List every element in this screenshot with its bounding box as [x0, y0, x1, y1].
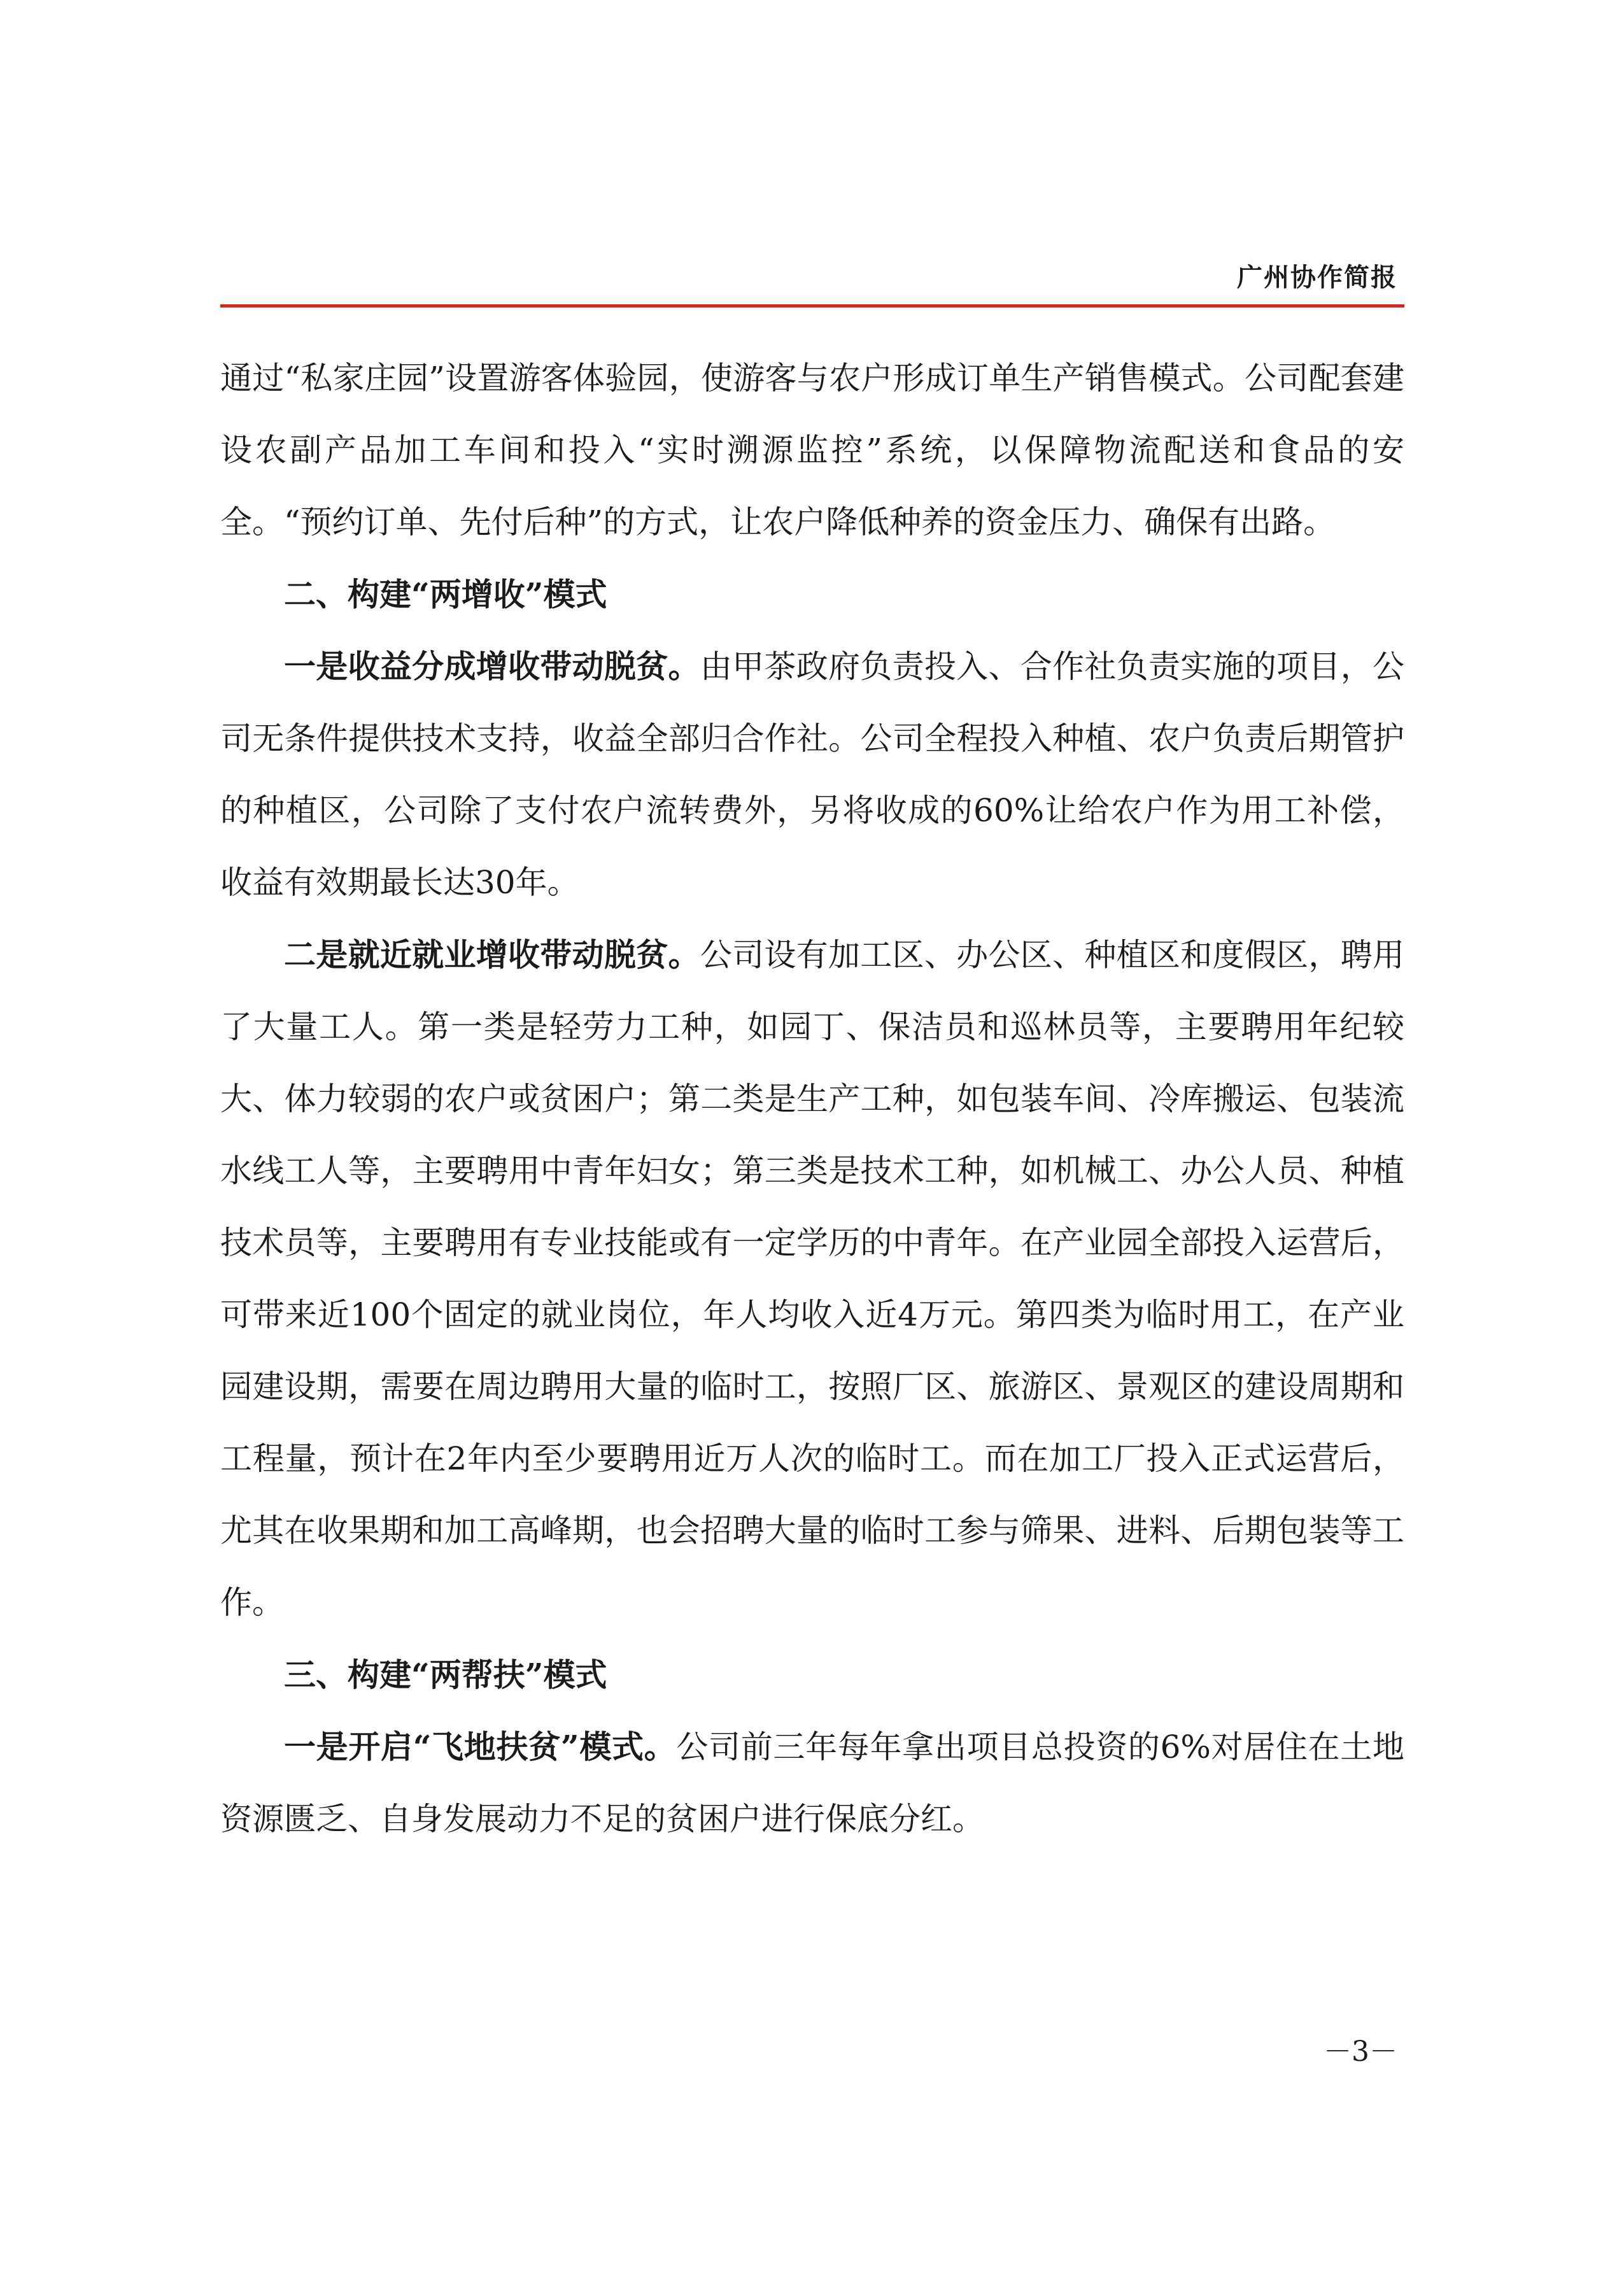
paragraph-local-employment [220, 919, 1404, 1639]
header-divider [220, 304, 1404, 308]
section-heading-two-income: 二、构建“两增收”模式 [284, 576, 607, 613]
paragraph-enclave-poverty-relief [220, 1711, 1404, 1855]
paragraph-lead-local-employment: 二是就近就业增收带动脱贫。 [284, 936, 700, 973]
section-heading-two-assistance: 三、构建“两帮扶”模式 [284, 1656, 607, 1694]
paragraph-lead-enclave-poverty-relief: 一是开启“飞地扶贫”模式。 [284, 1728, 677, 1765]
page-header-title: 广州协作简报 [1237, 262, 1397, 292]
paragraph-continuation: 通过“私家庄园”设置游客体验园，使游客与农户形成订单生产销售模式。公司配套建设农副产品加工车间和投入“实时溯源监控”系统，以保障物流配送和食品的安全。“预约订单、先付后种”的方式，让农户降低种养的资金压力、确保有出路。 [220, 360, 1404, 541]
document-body [220, 343, 1404, 1855]
page-number: －3－ [1324, 2035, 1397, 2068]
paragraph-lead-income-sharing: 一是收益分成增收带动脱贫。 [284, 647, 700, 685]
paragraph-body-enclave-poverty-relief: 公司前三年每年拿出项目总投资的6%对居住在土地资源匮乏、自身发展动力不足的贫困户进行保底分红。 [220, 1729, 1404, 1837]
paragraph-body-income-sharing: 由甲茶政府负责投入、合作社负责实施的项目，公司无条件提供技术支持，收益全部归合作社。公司全程投入种植、农户负责后期管护的种植区，公司除了支付农户流转费外，另将收成的60%让给农户作为用工补偿，收益有效期最长达30年。 [220, 648, 1405, 901]
paragraph-income-sharing [220, 630, 1404, 919]
paragraph-body-local-employment: 公司设有加工区、办公区、种植区和度假区，聘用了大量工人。第一类是轻劳力工种，如园丁、保洁员和巡林员等，主要聘用年纪较大、体力较弱的农户或贫困户；第二类是生产工种，如包装车间、冷库搬运、包装流水线工人等，主要聘用中青年妇女；第三类是技术工种，如机械工、办公人员、种植技术员等，主要聘用有专业技能或有一定学历的中青年。在产业园全部投入运营后，可带来近100个固定的就业岗位，年人均收入近4万元。第四类为临时用工，在产业园建设期，需要在周边聘用大量的临时工，按照厂区、旅游区、景观区的建设周期和工程量，预计在2年内至少要聘用近万人次的临时工。而在加工厂投入正式运营后，尤其在收果期和加工高峰期，也会招聘大量的临时工参与筛果、进料、后期包装等工作。 [220, 937, 1405, 1621]
